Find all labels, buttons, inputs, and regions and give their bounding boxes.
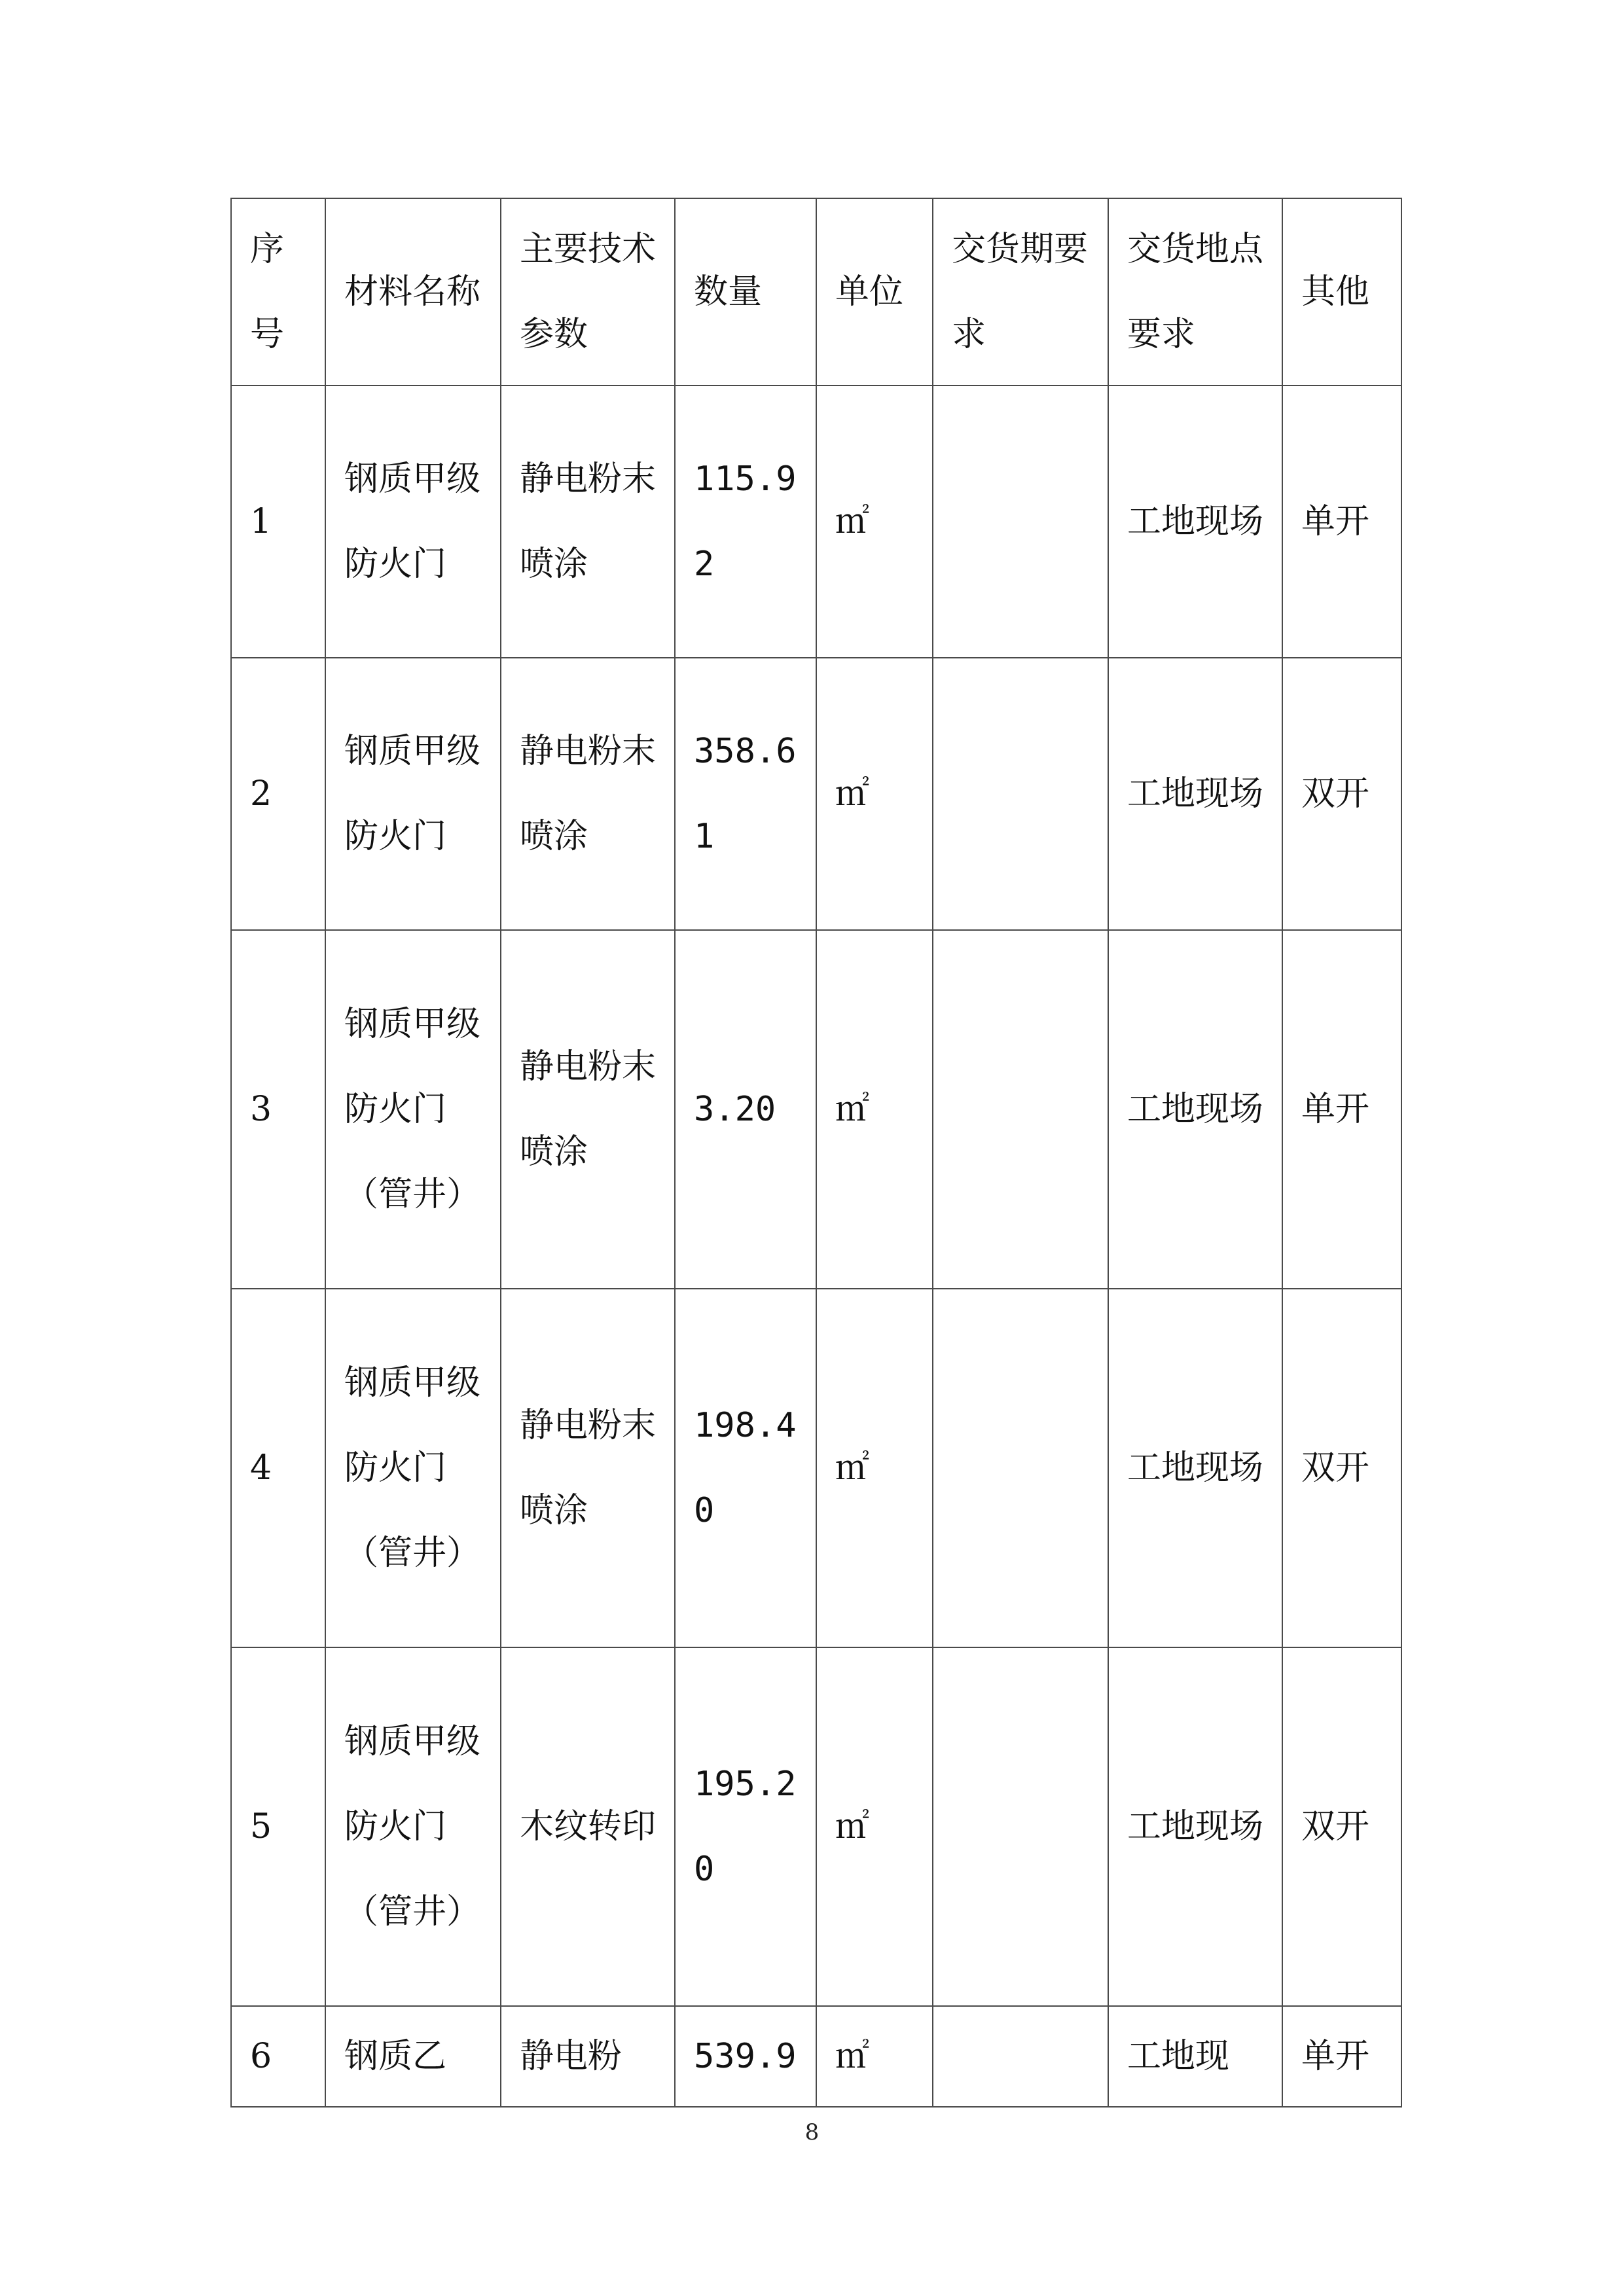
cell-delivery-time (933, 658, 1108, 930)
cell-index: 6 (231, 2006, 325, 2107)
cell-quantity: 198.40 (675, 1289, 816, 1647)
table-row (231, 386, 1401, 658)
cell-delivery-time (933, 2006, 1108, 2107)
cell-delivery-place: 工地现场 (1108, 930, 1282, 1289)
cell-unit: ㎡ (816, 658, 933, 930)
cell-index: 4 (231, 1289, 325, 1647)
cell-technical-params: 静电粉末喷涂 (501, 658, 675, 930)
cell-other: 单开 (1282, 386, 1401, 658)
cell-other: 单开 (1282, 930, 1401, 1289)
cell-index: 1 (231, 386, 325, 658)
cell-delivery-time (933, 930, 1108, 1289)
cell-technical-params: 静电粉 (501, 2006, 675, 2107)
cell-delivery-time (933, 1647, 1108, 2006)
header-delivery-time: 交货期要求 (933, 198, 1108, 386)
table-header-row (231, 198, 1401, 386)
header-index: 序号 (231, 198, 325, 386)
cell-technical-params: 木纹转印 (501, 1647, 675, 2006)
cell-quantity: 539.9 (675, 2006, 816, 2107)
cell-unit: ㎡ (816, 930, 933, 1289)
table-row (231, 1289, 1401, 1647)
cell-unit: ㎡ (816, 386, 933, 658)
cell-other: 双开 (1282, 658, 1401, 930)
cell-other: 双开 (1282, 1647, 1401, 2006)
cell-material-name: 钢质甲级防火门 (325, 386, 501, 658)
cell-index: 2 (231, 658, 325, 930)
materials-table (230, 198, 1402, 2108)
header-delivery-place: 交货地点要求 (1108, 198, 1282, 386)
cell-index: 3 (231, 930, 325, 1289)
cell-other: 单开 (1282, 2006, 1401, 2107)
cell-unit: ㎡ (816, 1647, 933, 2006)
cell-material-name: 钢质乙 (325, 2006, 501, 2107)
header-unit: 单位 (816, 198, 933, 386)
cell-quantity: 195.20 (675, 1647, 816, 2006)
header-material-name: 材料名称 (325, 198, 501, 386)
cell-quantity: 358.61 (675, 658, 816, 930)
cell-delivery-place: 工地现 (1108, 2006, 1282, 2107)
cell-material-name: 钢质甲级防火门（管井） (325, 1289, 501, 1647)
header-technical-params: 主要技术参数 (501, 198, 675, 386)
page-number: 8 (804, 2119, 820, 2145)
cell-technical-params: 静电粉末喷涂 (501, 386, 675, 658)
table-row (231, 1647, 1401, 2006)
table-row (231, 658, 1401, 930)
cell-delivery-place: 工地现场 (1108, 1289, 1282, 1647)
header-other: 其他 (1282, 198, 1401, 386)
cell-delivery-place: 工地现场 (1108, 386, 1282, 658)
cell-quantity: 3.20 (675, 930, 816, 1289)
table-row (231, 930, 1401, 1289)
cell-delivery-time (933, 386, 1108, 658)
cell-material-name: 钢质甲级防火门（管井） (325, 930, 501, 1289)
cell-delivery-time (933, 1289, 1108, 1647)
cell-index: 5 (231, 1647, 325, 2006)
table-row (231, 2006, 1401, 2107)
cell-technical-params: 静电粉末喷涂 (501, 930, 675, 1289)
cell-technical-params: 静电粉末喷涂 (501, 1289, 675, 1647)
header-quantity: 数量 (675, 198, 816, 386)
cell-delivery-place: 工地现场 (1108, 658, 1282, 930)
cell-unit: ㎡ (816, 1289, 933, 1647)
cell-material-name: 钢质甲级防火门 (325, 658, 501, 930)
cell-unit: ㎡ (816, 2006, 933, 2107)
cell-other: 双开 (1282, 1289, 1401, 1647)
cell-delivery-place: 工地现场 (1108, 1647, 1282, 2006)
cell-quantity: 115.92 (675, 386, 816, 658)
cell-material-name: 钢质甲级防火门（管井） (325, 1647, 501, 2006)
